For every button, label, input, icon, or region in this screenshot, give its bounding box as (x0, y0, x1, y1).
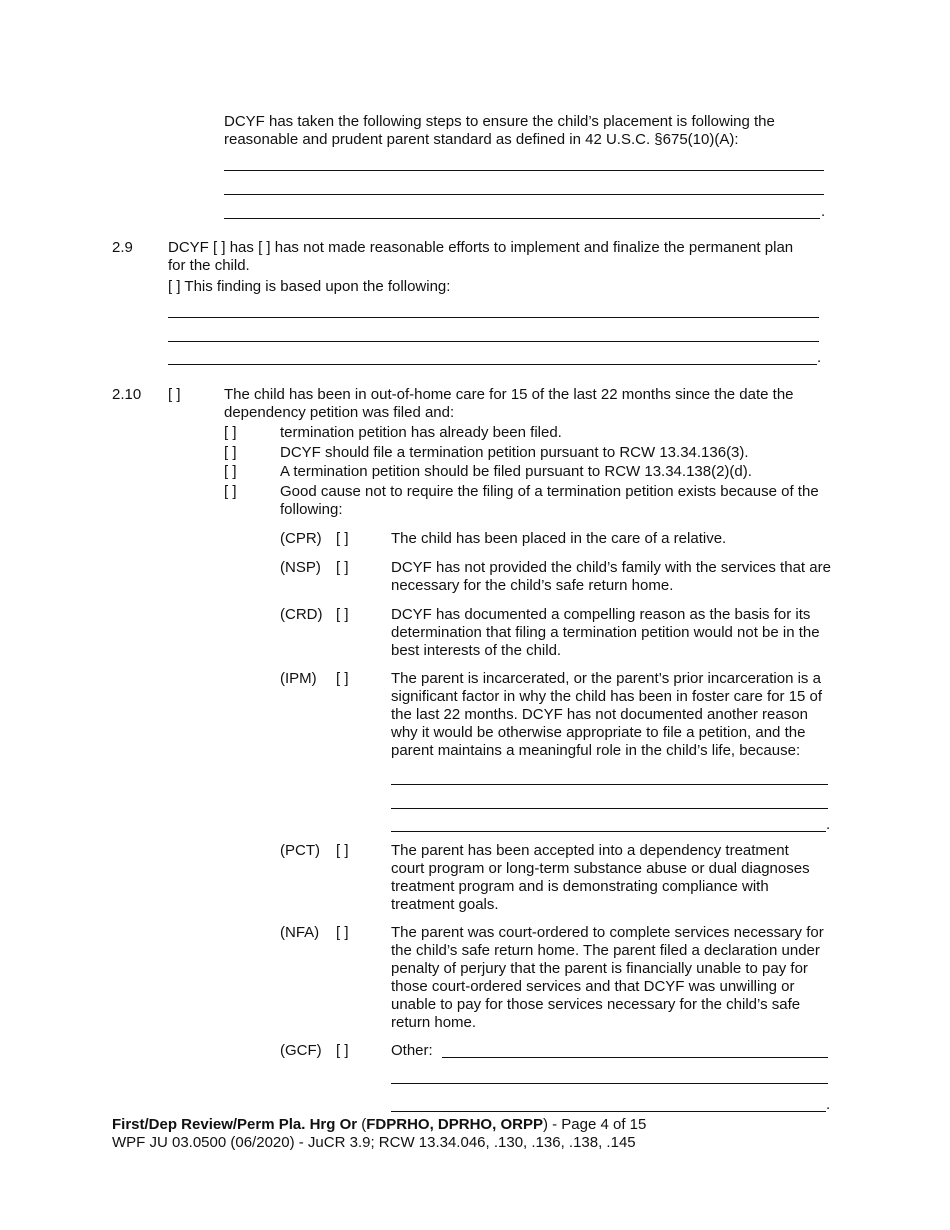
checkbox-icon[interactable]: [ ] (336, 842, 349, 859)
period: . (817, 349, 822, 366)
checkbox-icon[interactable]: [ ] (258, 239, 271, 256)
checkbox-icon[interactable]: [ ] (224, 424, 237, 441)
s29-line-2: for the child. (168, 257, 250, 274)
s210-line-1: The child has been in out-of-home care for 15 of the last 22 months since the date the (224, 386, 794, 403)
option-text: termination petition has already been filed. (280, 424, 562, 441)
s29-has: has (229, 239, 254, 256)
s210-line-2: dependency petition was filed and: (224, 404, 455, 421)
section-number-2-10: 2.10 (112, 386, 142, 403)
reason-text: The child has been placed in the care of a relative. (391, 530, 727, 547)
reason-code: (GCF) (280, 1042, 322, 1059)
s29-prefix: DCYF (168, 239, 209, 256)
checkbox-icon[interactable]: [ ] (336, 530, 349, 547)
checkbox-icon[interactable]: [ ] (168, 278, 181, 295)
reason-text: necessary for the child’s safe return home. (391, 577, 674, 594)
s29-finding (168, 278, 450, 296)
reason-code: (CPR) (280, 530, 322, 547)
reason-text: the last 22 months. DCYF has not documented another reason (391, 706, 808, 723)
other-input-line[interactable] (442, 1057, 828, 1058)
option-text: Good cause not to require the filing of a termination petition exists because of the (280, 483, 819, 500)
footer-line-2: WPF JU 03.0500 (06/2020) - JuCR 3.9; RCW 13.34.046, .130, .136, .138, .145 (112, 1134, 636, 1151)
footer-paren: ( (357, 1116, 367, 1133)
blank-line[interactable] (168, 341, 819, 342)
blank-line[interactable] (391, 831, 826, 832)
checkbox-icon[interactable]: [ ] (336, 606, 349, 623)
blank-line[interactable] (391, 808, 828, 809)
blank-line[interactable] (224, 170, 824, 171)
blank-line[interactable] (224, 194, 824, 195)
checkbox-icon[interactable]: [ ] (224, 483, 237, 500)
reason-text: significant factor in why the child has been in foster care for 15 of (391, 688, 823, 705)
checkbox-icon[interactable]: [ ] (224, 444, 237, 461)
option-text: following: (280, 501, 343, 518)
footer-codes: FDPRHO, DPRHO, ORPP (366, 1116, 543, 1133)
reason-text: treatment goals. (391, 896, 499, 913)
checkbox-icon[interactable]: [ ] (336, 559, 349, 576)
blank-line[interactable] (391, 1083, 828, 1084)
reason-text: DCYF has documented a compelling reason as the basis for its (391, 606, 811, 623)
checkbox-icon[interactable]: [ ] (336, 670, 349, 687)
reason-text: best interests of the child. (391, 642, 562, 659)
checkbox-icon[interactable]: [ ] (224, 463, 237, 480)
period: . (821, 203, 826, 220)
reason-text: return home. (391, 1014, 477, 1031)
reason-text: why it would be otherwise appropriate to file a petition, and the (391, 724, 806, 741)
reason-text: treatment program and is demonstrating compliance with (391, 878, 769, 895)
checkbox-icon[interactable]: [ ] (336, 924, 349, 941)
footer-page: ) - Page 4 of 15 (542, 1116, 647, 1133)
blank-line[interactable] (224, 218, 820, 219)
period: . (826, 816, 831, 833)
reason-text: The parent has been accepted into a dependency treatment (391, 842, 789, 859)
blank-line[interactable] (391, 1111, 826, 1112)
footer-title: First/Dep Review/Perm Pla. Hrg Or (112, 1116, 358, 1133)
checkbox-icon[interactable]: [ ] (336, 1042, 349, 1059)
other-label: Other: (391, 1042, 433, 1059)
checkbox-icon[interactable]: [ ] (168, 386, 181, 403)
intro-line-2: reasonable and prudent parent standard as defined in 42 U.S.C. §675(10)(A): (224, 131, 739, 148)
reason-text: court program or long-term substance abuse or dual diagnoses (391, 860, 810, 877)
s29-rest: has not made reasonable efforts to implement and finalize the permanent plan (274, 239, 794, 256)
reason-text: the child’s safe return home. The parent filed a declaration under (391, 942, 820, 959)
reason-text: parent maintains a meaningful role in the child’s life, because: (391, 742, 801, 759)
reason-text: penalty of perjury that the parent is financially unable to pay for (391, 960, 808, 977)
checkbox-icon[interactable]: [ ] (213, 239, 226, 256)
reason-code: (NSP) (280, 559, 321, 576)
section-number-2-9: 2.9 (112, 239, 133, 256)
reason-code: (IPM) (280, 670, 317, 687)
s29-finding-text: This finding is based upon the following: (184, 278, 451, 295)
blank-line[interactable] (168, 364, 817, 365)
option-text: DCYF should file a termination petition pursuant to RCW 13.34.136(3). (280, 444, 749, 461)
blank-line[interactable] (391, 784, 828, 785)
reason-code: (PCT) (280, 842, 320, 859)
reason-text: The parent is incarcerated, or the parent’s prior incarceration is a (391, 670, 821, 687)
reason-text: those court-ordered services and that DCYF was unwilling or (391, 978, 795, 995)
reason-code: (NFA) (280, 924, 320, 941)
blank-line[interactable] (168, 317, 819, 318)
footer-line-1 (112, 1116, 646, 1134)
period: . (826, 1096, 831, 1113)
reason-text: The parent was court-ordered to complete services necessary for (391, 924, 824, 941)
reason-text: determination that filing a termination petition would not be in the (391, 624, 820, 641)
reason-text: DCYF has not provided the child’s family with the services that are (391, 559, 831, 576)
option-text: A termination petition should be filed pursuant to RCW 13.34.138(2)(d). (280, 463, 752, 480)
intro-line-1: DCYF has taken the following steps to ensure the child’s placement is following the (224, 113, 775, 130)
reason-text: unable to pay for those services necessary for the child’s safe (391, 996, 801, 1013)
reason-code: (CRD) (280, 606, 323, 623)
s29-line-1 (168, 239, 793, 257)
